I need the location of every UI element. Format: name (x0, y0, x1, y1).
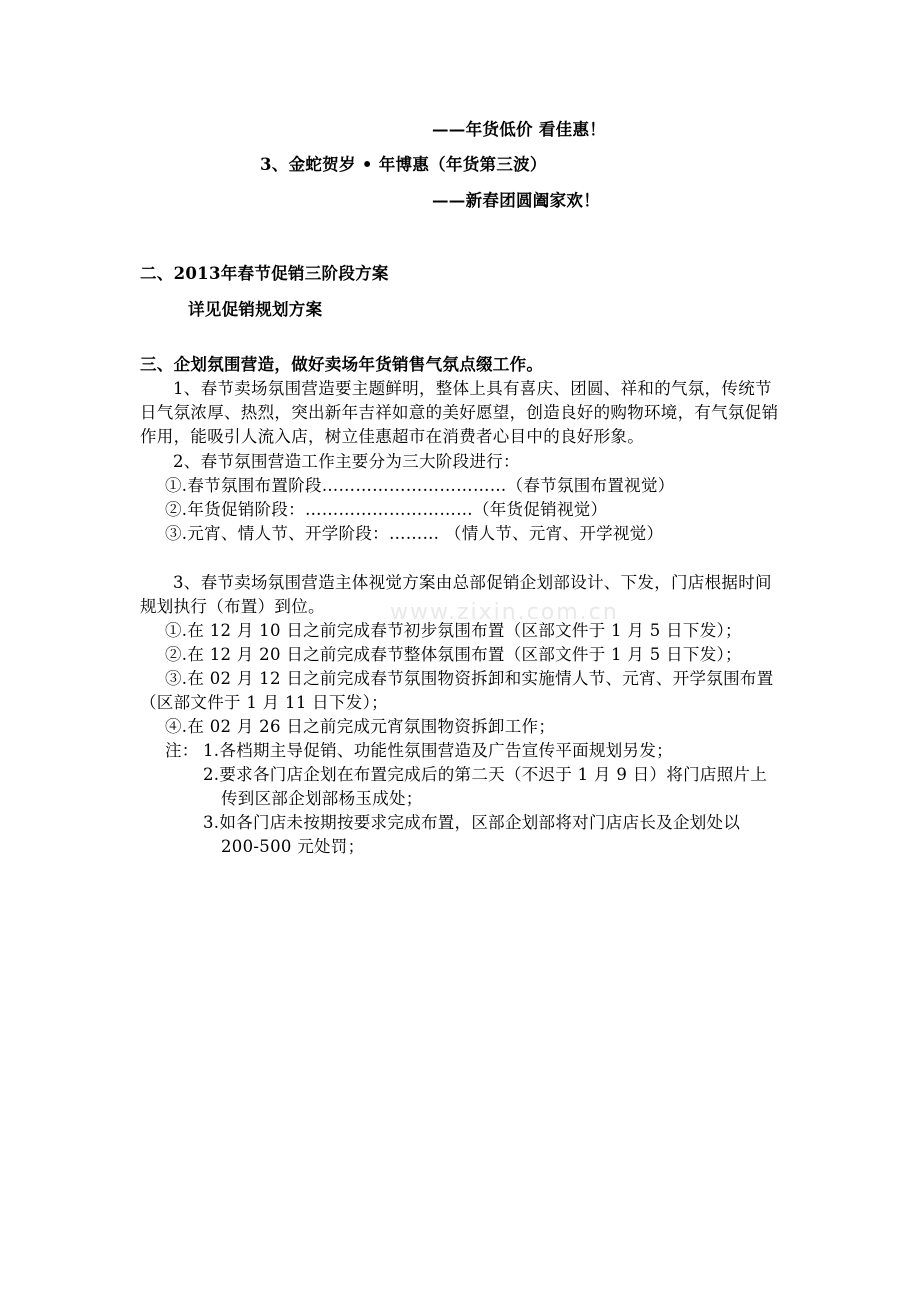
section-2-subtitle: 详见促销规划方案 (188, 300, 323, 319)
slogan-line-2: ——新春团圆阖家欢！ (432, 191, 600, 210)
stage-item-3: ③.元宵、情人节、开学阶段：……… （情人节、元宵、开学视觉） (165, 524, 664, 543)
watermark-text: www.zixin.com.cn (390, 600, 619, 625)
section-3-title: 三、企划氛围营造，做好卖场年货销售气氛点缀工作。 (140, 355, 544, 374)
slogan-line-1: ——年货低价 看佳惠！ (432, 120, 607, 139)
stage-item-2: ②.年货促销阶段：…………………………（年货促销视觉） (165, 500, 608, 519)
section-3-paragraph-2: 2、春节氛围营造工作主要分为三大阶段进行： (173, 452, 520, 471)
section-3-paragraph-1: 1、春节卖场氛围营造要主题鲜明，整体上具有喜庆、团圆、祥和的气氛，传统节日气氛浓厚、热烈，突出新年吉祥如意的美好愿望，创造良好的购物环境，有气氛促销作用，能吸引人流入店，树立佳惠超市在消费者心目中的良好形象。 (140, 379, 779, 446)
note-item-3: 3.如各门店未按期按要求完成布置，区部企划部将对门店店长及企划处以 200-500 元处罚； (203, 813, 741, 856)
schedule-item-3: ③.在 02 月 12 日之前完成春节氛围物资拆卸和实施情人节、元宵、开学氛围布置（区部文件于 1 月 11 日下发）； (140, 669, 774, 712)
schedule-item-4: ④.在 02 月 26 日之前完成元宵氛围物资拆卸工作； (165, 717, 556, 736)
note-item-1: 1.各档期主导促销、功能性氛围营造及广告宣传平面规划另发； (203, 741, 673, 760)
schedule-item-1: ①.在 12 月 10 日之前完成春节初步氛围布置（区部文件于 1 月 5 日下发）； (165, 621, 742, 640)
section-3-paragraph-3: 3、春节卖场氛围营造主体视觉方案由总部促销企划部设计、下发，门店根据时间规划执行（布置）到位。 (140, 573, 772, 616)
section-2-title: 二、2013年春节促销三阶段方案 (140, 264, 389, 283)
stage-item-1: ①.春节氛围布置阶段……………………………（春节氛围布置视觉） (165, 476, 675, 495)
schedule-item-2: ②.在 12 月 20 日之前完成春节整体氛围布置（区部文件于 1 月 5 日下发）； (165, 645, 742, 664)
wave-3-title: 3、金蛇贺岁 • 年博惠（年货第三波） (260, 155, 547, 174)
notes-label: 注： (165, 741, 199, 760)
note-item-2: 2.要求各门店企划在布置完成后的第二天（不迟于 1 月 9 日）将门店照片上传到区部企划部杨玉成处； (203, 765, 768, 808)
